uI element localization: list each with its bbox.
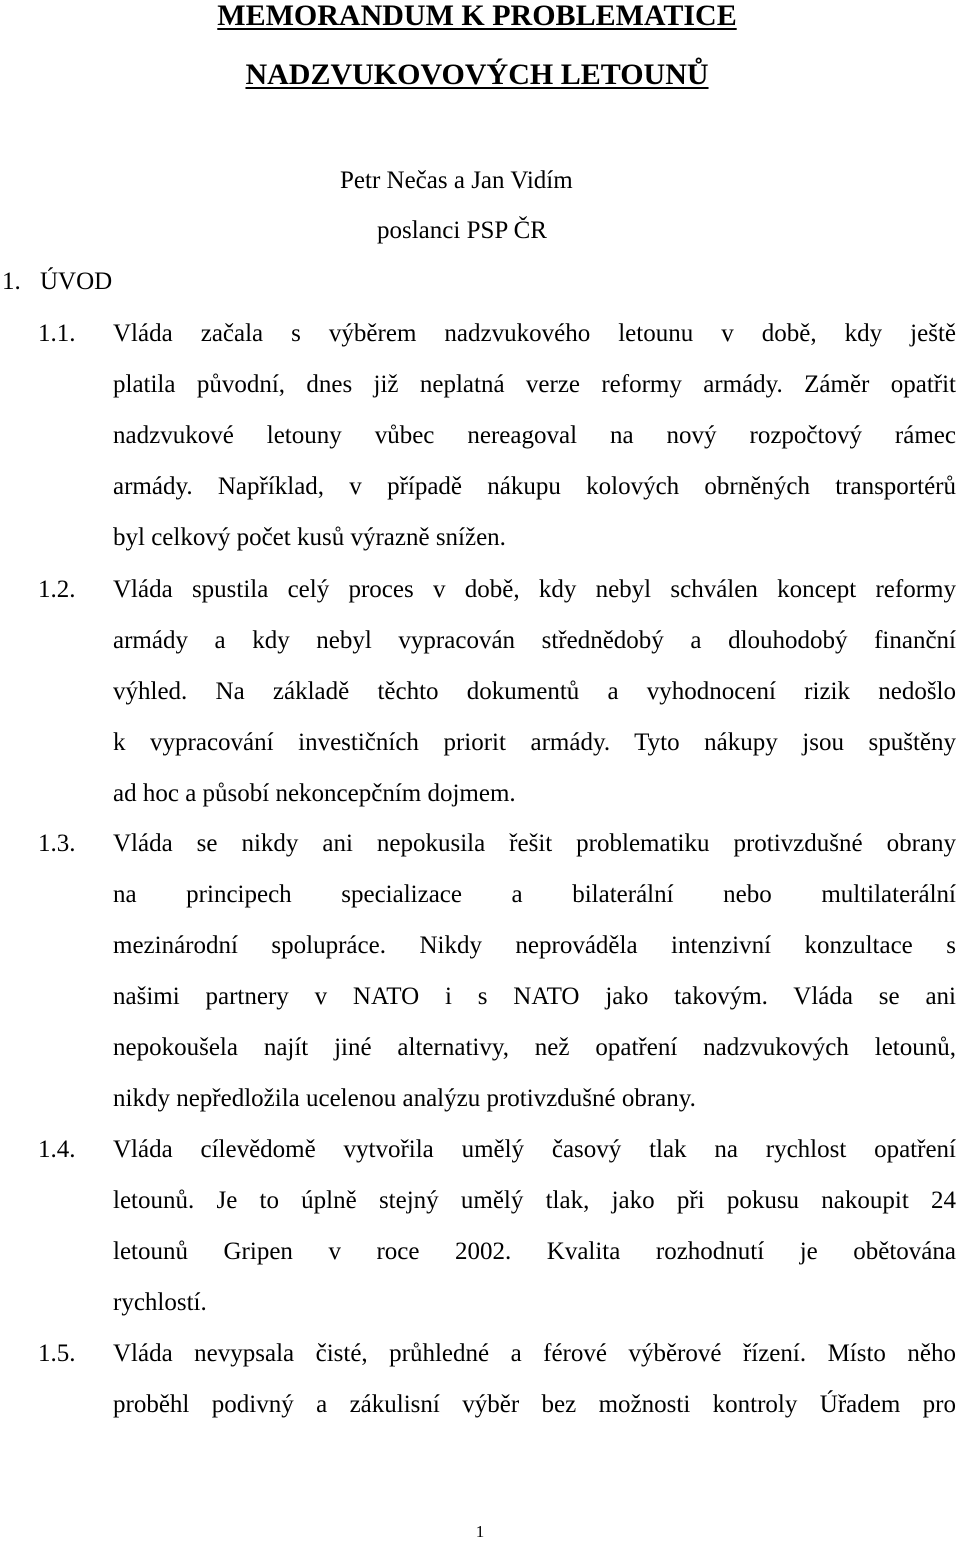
page-number: 1 <box>475 1522 485 1541</box>
item-line: Vláda cílevědomě vytvořila umělý časový tlak na rychlost opatření <box>113 1136 956 1163</box>
item-text <box>113 1124 956 1328</box>
item-line: Vláda se nikdy ani nepokusila řešit problematiku protivzdušné obrany <box>113 830 956 857</box>
item-line: Vláda spustila celý proces v době, kdy nebyl schválen koncept reformy <box>113 576 956 603</box>
item-text <box>113 818 956 1124</box>
item-line: armády. Například, v případě nákupu kolových obrněných transportérů <box>113 473 956 500</box>
item-number: 1.3. <box>38 830 76 857</box>
item-line: platila původní, dnes již neplatná verze reformy armády. Záměr opatřit <box>113 371 956 398</box>
section-number: 1. <box>2 268 21 295</box>
item-line: na principech specializace a bilaterální nebo multilaterální <box>113 881 956 908</box>
item-line: nadzvukové letouny vůbec nereagoval na nový rozpočtový rámec <box>113 422 956 449</box>
section-heading <box>2 267 112 297</box>
item-line: ad hoc a působí nekoncepčním dojmem. <box>113 780 516 807</box>
item-text <box>113 1328 956 1430</box>
document-title-line-2: NADZVUKOVOVÝCH LETOUNŮ <box>245 58 709 91</box>
document-title-line-1: MEMORANDUM K PROBLEMATICE <box>217 0 737 32</box>
item-number: 1.5. <box>38 1340 76 1367</box>
item-line: mezinárodní spolupráce. Nikdy neprováděla intenzivní konzultace s <box>113 932 956 959</box>
item-number: 1.2. <box>38 576 76 603</box>
author-role: poslanci PSP ČR <box>377 217 547 244</box>
item-line: nepokoušela najít jiné alternativy, než opatření nadzvukových letounů, <box>113 1034 956 1061</box>
item-line: byl celkový počet kusů výrazně snížen. <box>113 524 506 551</box>
item-line: letounů Gripen v roce 2002. Kvalita rozhodnutí je obětována <box>113 1238 956 1265</box>
item-line: armády a kdy nebyl vypracován střednědobý a dlouhodobý finanční <box>113 627 956 654</box>
item-line: nikdy nepředložila ucelenou analýzu protivzdušné obrany. <box>113 1085 696 1112</box>
item-line: rychlostí. <box>113 1289 207 1316</box>
item-line: Vláda nevypsala čisté, průhledné a férové výběrové řízení. Místo něho <box>113 1340 956 1367</box>
item-text <box>113 308 956 563</box>
item-line: výhled. Na základě těchto dokumentů a vyhodnocení rizik nedošlo <box>113 678 956 705</box>
item-number: 1.1. <box>38 320 76 347</box>
item-line: letounů. Je to úplně stejný umělý tlak, jako při pokusu nakoupit 24 <box>113 1187 956 1214</box>
item-line: k vypracování investičních priorit armády. Tyto nákupy jsou spuštěny <box>113 729 956 756</box>
item-number: 1.4. <box>38 1136 76 1163</box>
item-line: Vláda začala s výběrem nadzvukového letounu v době, kdy ještě <box>113 320 956 347</box>
item-text <box>113 564 956 819</box>
item-line: proběhl podivný a zákulisní výběr bez možnosti kontroly Úřadem pro <box>113 1391 956 1418</box>
item-line: našimi partnery v NATO i s NATO jako takovým. Vláda se ani <box>113 983 956 1010</box>
section-title: ÚVOD <box>40 268 113 295</box>
author-names: Petr Nečas a Jan Vidím <box>340 167 573 194</box>
